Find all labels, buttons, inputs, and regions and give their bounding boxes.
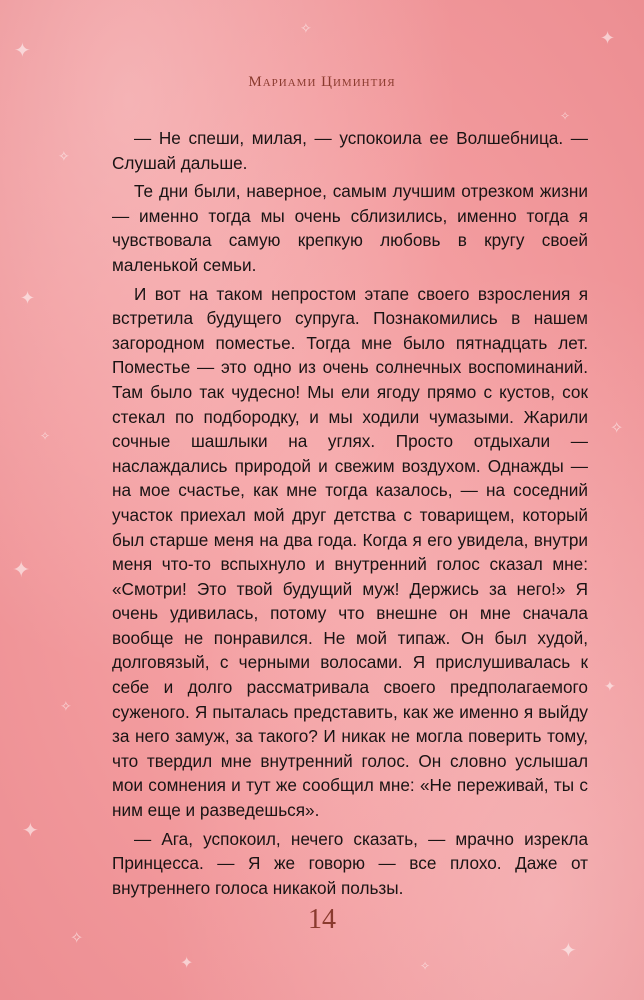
sparkle-star-icon: ✦	[12, 558, 31, 583]
sparkle-star-icon: ✧	[560, 109, 571, 123]
sparkle-star-icon: ✦	[600, 28, 616, 49]
sparkle-star-icon: ✧	[40, 429, 51, 443]
paragraph: — Не спеши, милая, — успокоила ее Волшебница. — Слушай дальше.	[112, 128, 588, 173]
sparkle-star-icon: ✧	[70, 928, 84, 947]
sparkle-star-icon: ✦	[20, 288, 36, 309]
body-text	[112, 126, 588, 904]
sparkle-star-icon: ✦	[180, 953, 194, 972]
sparkle-star-icon: ✦	[22, 818, 39, 842]
sparkle-star-icon: ✦	[14, 38, 31, 62]
sparkle-star-icon: ✧	[420, 959, 431, 973]
sparkle-star-icon: ✧	[58, 149, 70, 165]
sparkle-star-icon: ✦	[560, 938, 577, 962]
paragraph: И вот на таком непростом этапе своего взросления я встретила будущего супруга. Познакомились в нашем загородном поместье. Тогда мне было пятнадцать лет. Поместье — это одно из очень солнечных воспоминаний. Там было так чудесно! Мы ели ягоду прямо с кустов, сок стекал по подбородку, и мы ходили чумазыми. Жарили сочные шашлыки на углях. Просто отдыхали — наслаждались природой и свежим воздухом. Однажды — на мое счастье, как мне тогда казалось, — на соседний участок приехал мой друг детства с товарищем, который был старше меня на два года. Когда я его увидела, внутри меня что-то вспыхнуло и внутренний голос сказал мне: «Смотри! Это твой будущий муж! Держись за него!» Я очень удивилась, потому что внешне он мне сначала вообще не понравился. Не мой типаж. Он был худой, долговязый, с черными волосами. Я прислушивалась к себе и долго рассматривала своего предполагаемого суженого. Я пыталась представить, как же именно я выйду за него замуж, за такого? И никак не могла поверить тому, что твердил мне внутренний голос. Он словно услышал мои сомнения и тут же сообщил мне: «Не переживай, ты с ним еще и разведешься».	[112, 283, 588, 821]
paragraph: — Ага, успокоил, нечего сказать, — мрачно изрекла Принцесса. — Я же говорю — все плохо. Даже от внутреннего голоса никакой пользы.	[112, 828, 588, 898]
sparkle-star-icon: ✧	[300, 21, 312, 37]
sparkle-star-icon: ✧	[610, 418, 624, 437]
page-number: 14	[308, 904, 336, 935]
paragraph: Те дни были, наверное, самым лучшим отрезком жизни — именно тогда мы очень сблизились, именно тогда я чувствовала самую крепкую любовь в кругу своей маленькой семьи.	[112, 181, 588, 275]
sparkle-star-icon: ✦	[604, 679, 616, 695]
sparkle-star-icon: ✧	[60, 699, 72, 715]
running-head-author: Мариами Циминтия	[248, 74, 396, 90]
